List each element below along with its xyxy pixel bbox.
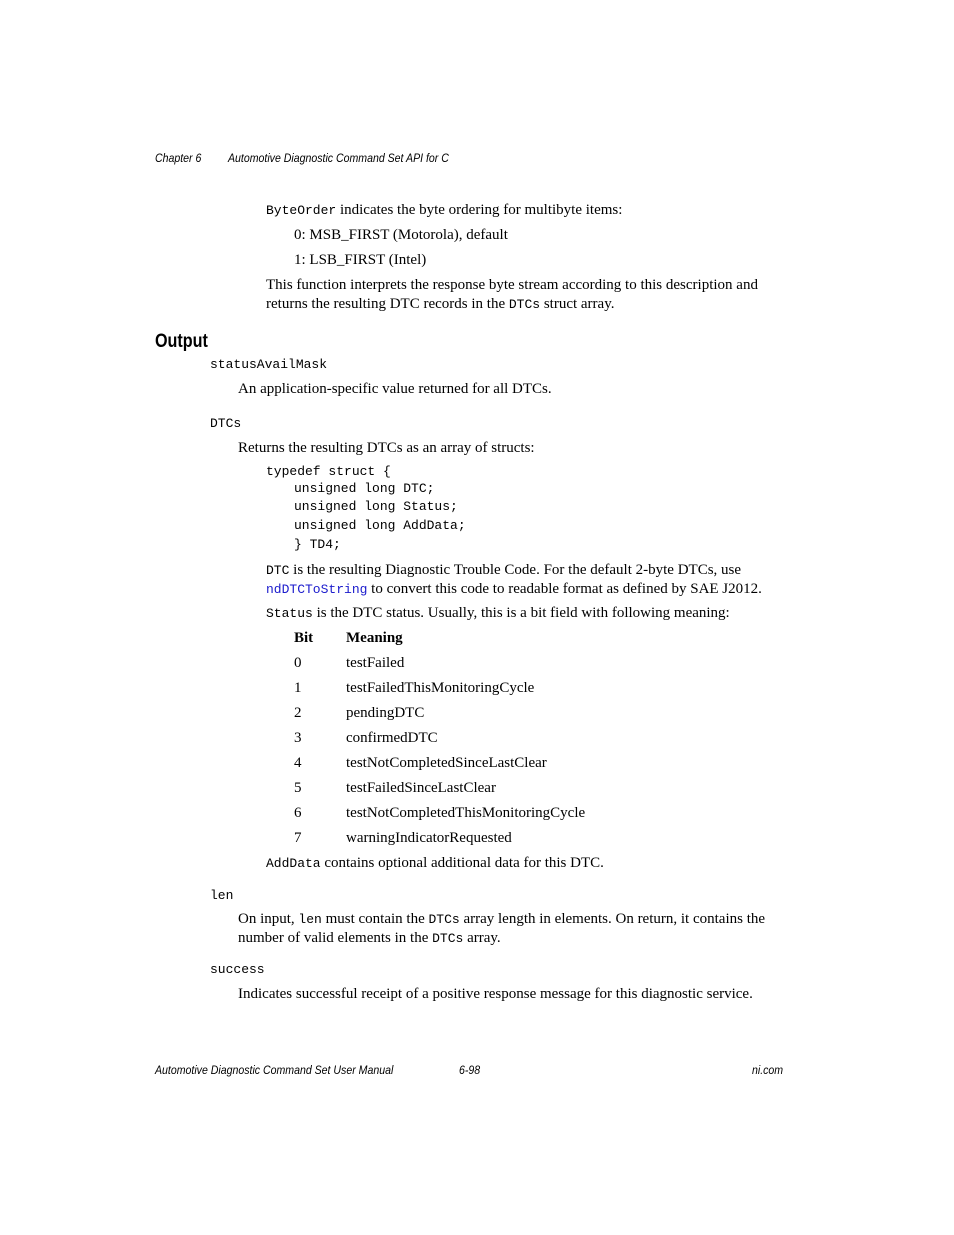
len-text-d: number of valid elements in the (238, 930, 433, 946)
table-cell-meaning: warningIndicatorRequested (346, 830, 512, 846)
header-chapter: Chapter 6 (155, 151, 202, 165)
dtcs-inline-code: DTCs (428, 912, 460, 927)
table-cell-meaning: testFailedThisMonitoringCycle (346, 680, 535, 696)
table-header-bit: Bit (294, 630, 314, 646)
code-line-1: unsigned long DTC; (294, 481, 435, 496)
table-cell-bit: 0 (294, 655, 302, 671)
table-cell-meaning: testFailedSinceLastClear (346, 780, 496, 796)
footer-page-number: 6-98 (459, 1063, 481, 1077)
table-cell-bit: 2 (294, 705, 302, 721)
byteorder-param: ByteOrder (266, 203, 337, 218)
adddata-text: contains optional additional data for this DTC. (320, 855, 604, 871)
dtcs-inline-code: DTCs (508, 297, 541, 312)
status-text: is the DTC status. Usually, this is a bit field with following meaning: (312, 605, 730, 621)
table-cell-meaning: testNotCompletedSinceLastClear (346, 755, 547, 771)
code-line-3: unsigned long AddData; (294, 518, 466, 533)
table-cell-meaning: testNotCompletedThisMonitoringCycle (346, 805, 586, 821)
dtc-text1: is the resulting Diagnostic Trouble Code. For the default 2-byte DTCs, use (289, 562, 742, 578)
len-text-b: must contain the (321, 911, 429, 927)
adddata-desc (266, 854, 604, 873)
byteorder-option-1: 1: LSB_FIRST (Intel) (294, 252, 427, 268)
table-cell-bit: 5 (294, 780, 302, 796)
code-line-2: unsigned long Status; (294, 499, 458, 514)
dtc-text2: to convert this code to readable format as defined by SAE J2012. (367, 581, 762, 597)
table-cell-meaning: confirmedDTC (346, 730, 438, 746)
param-len: len (210, 888, 234, 903)
code-line-4: } TD4; (294, 537, 341, 552)
dtc-code: DTC (266, 563, 290, 578)
table-header-meaning: Meaning (346, 630, 403, 646)
code-line-0: typedef struct { (266, 464, 391, 479)
success-desc: Indicates successful receipt of a positive response message for this diagnostic service. (238, 986, 753, 1002)
dtc-desc-line1 (266, 561, 741, 580)
param-dtcs: DTCs (210, 416, 242, 431)
table-cell-bit: 1 (294, 680, 302, 696)
footer-site-link[interactable]: ni.com (752, 1063, 784, 1077)
ndDTCToString-link[interactable]: ndDTCToString (266, 582, 368, 597)
output-heading: Output (155, 331, 208, 352)
table-cell-meaning: testFailed (346, 655, 405, 671)
dtc-desc-line2 (266, 580, 762, 599)
byteorder-desc-post: struct array. (540, 296, 615, 312)
len-text-a: On input, (238, 911, 299, 927)
statusavailmask-desc: An application-specific value returned for all DTCs. (238, 381, 552, 397)
byteorder-desc-pre: returns the resulting DTC records in the (266, 296, 509, 312)
table-cell-bit: 7 (294, 830, 302, 846)
byteorder-desc-line1: This function interprets the response byte stream according to this description and (266, 277, 758, 293)
param-success: success (210, 962, 265, 977)
table-cell-bit: 3 (294, 730, 302, 746)
table-cell-meaning: pendingDTC (346, 705, 425, 721)
dtcs-desc: Returns the resulting DTCs as an array of structs: (238, 440, 535, 456)
byteorder-desc-line2 (266, 295, 615, 314)
adddata-code: AddData (266, 856, 321, 871)
status-code: Status (266, 606, 313, 621)
len-desc-line1 (238, 910, 765, 929)
len-inline-code: len (298, 912, 322, 927)
param-statusavailmask: statusAvailMask (210, 357, 328, 372)
byteorder-line (266, 201, 622, 220)
table-cell-bit: 6 (294, 805, 302, 821)
header-title: Automotive Diagnostic Command Set API for C (228, 151, 449, 165)
dtcs-inline-code: DTCs (432, 931, 464, 946)
len-text-c: array length in elements. On return, it contains the (459, 911, 766, 927)
byteorder-text: indicates the byte ordering for multibyte items: (336, 202, 623, 218)
footer-manual-title: Automotive Diagnostic Command Set User Manual (155, 1063, 394, 1077)
status-desc (266, 604, 730, 623)
table-cell-bit: 4 (294, 755, 302, 771)
len-text-e: array. (463, 930, 501, 946)
len-desc-line2 (238, 929, 501, 948)
byteorder-option-0: 0: MSB_FIRST (Motorola), default (294, 227, 508, 243)
